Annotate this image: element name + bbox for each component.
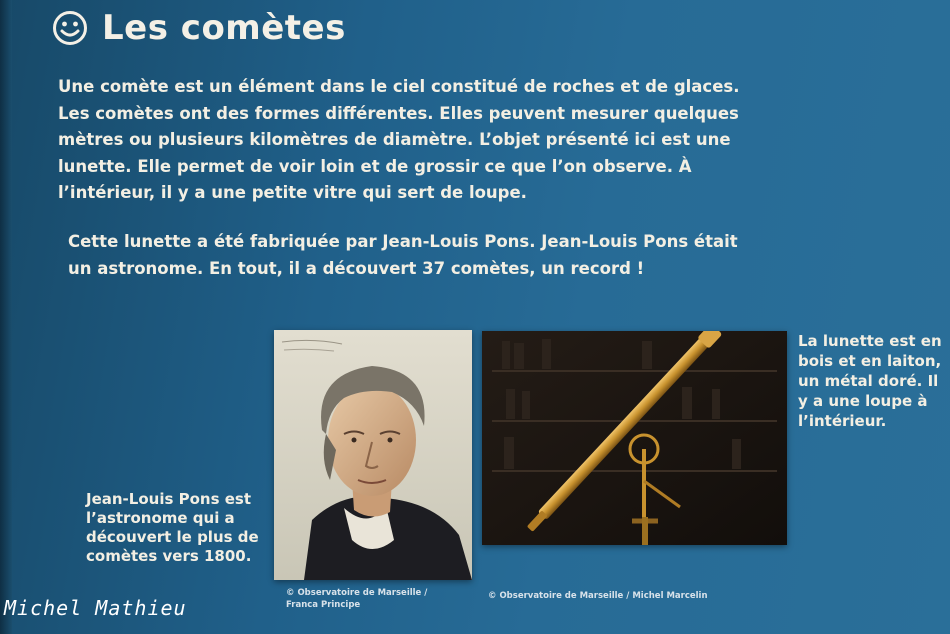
- header: [52, 8, 346, 48]
- telescope-photo: [482, 331, 787, 545]
- panel-edge: [0, 0, 12, 634]
- portrait-illustration: [274, 330, 472, 580]
- intro-paragraph-2: Cette lunette a été fabriquée par Jean-Louis Pons. Jean-Louis Pons était un astronome. En tout, il a découvert 37 comètes, un record !: [68, 232, 738, 278]
- smiley-icon: [52, 10, 88, 46]
- portrait-photo: [274, 330, 472, 580]
- telescope-credit: © Observatoire de Marseille / Michel Marcelin: [488, 591, 708, 601]
- telescope-illustration: [482, 331, 787, 545]
- telescope-caption: La lunette est en bois et en laiton, un métal doré. Il y a une loupe à l’intérieur.: [798, 332, 942, 430]
- intro-paragraph-1: Une comète est un élément dans le ciel constitué de roches et de glaces. Les comètes ont des formes différentes. Elles peuvent mesurer quelques mètres ou plusieurs kilomètres de diamètre. L’objet présenté ici est une lunette. Elle permet de voir loin et de grossir ce que l’on observe. À l’intérieur, il y a une petite vitre qui sert de loupe.: [58, 77, 740, 202]
- page-title: Les comètes: [102, 8, 346, 48]
- portrait-credit: © Observatoire de Marseille / Franca Principe: [286, 588, 428, 610]
- photographer-signature: Michel Mathieu: [4, 596, 187, 620]
- portrait-caption: Jean-Louis Pons est l’astronome qui a découvert le plus de comètes vers 1800.: [86, 490, 259, 565]
